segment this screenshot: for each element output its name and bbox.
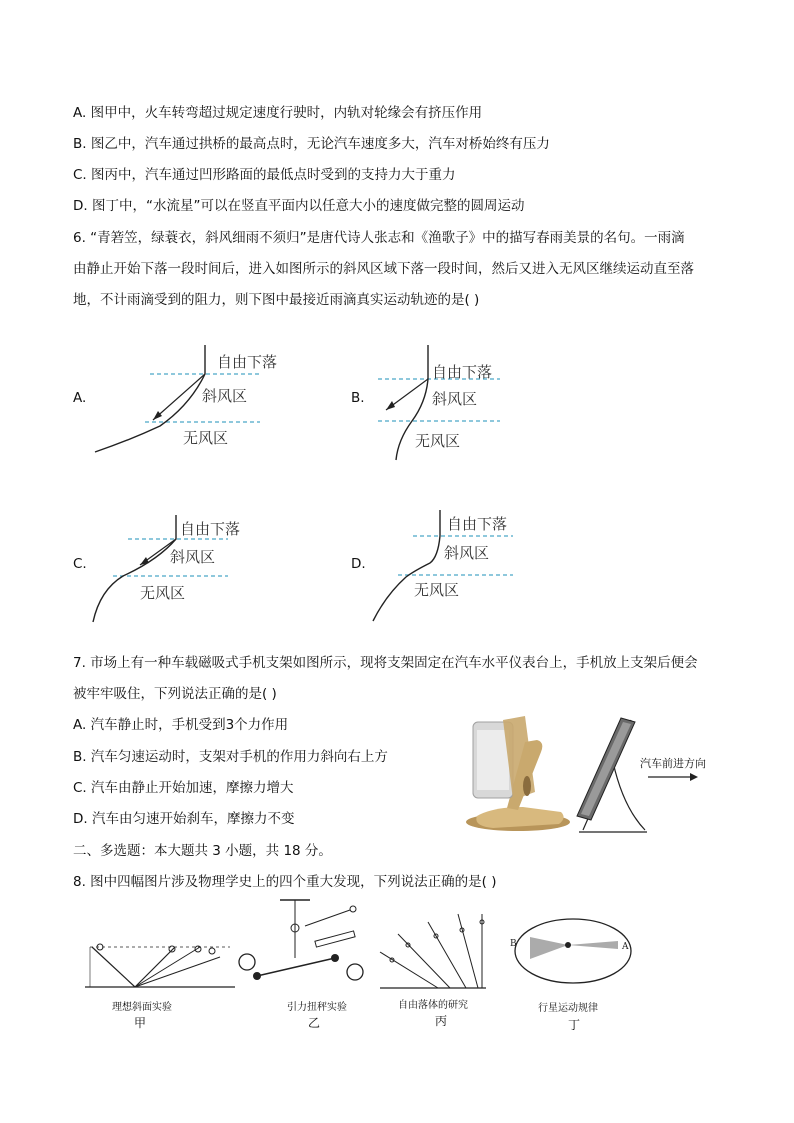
q6-option-c-label: C. (73, 556, 87, 572)
fig-jia-label: 甲 (134, 1016, 147, 1030)
q5-option-c: C. 图丙中，汽车通过凹形路面的最低点时受到的支持力大于重力 (73, 167, 456, 183)
q8-stem: 8. 图中四幅图片涉及物理学史上的四个重大发现，下列说法正确的是( ) (73, 874, 497, 890)
fig-yi-caption: 引力扭秤实验 (287, 1002, 347, 1013)
free-fall-study-figure (378, 912, 488, 992)
fig-yi-label: 乙 (308, 1016, 321, 1030)
phone-stand-side-diagram (575, 712, 655, 837)
q6-option-b-label: B. (351, 390, 365, 406)
car-forward-arrow-icon (648, 770, 700, 784)
q6-d-free-fall-label: 自由下落 (447, 515, 508, 533)
svg-text:B: B (510, 939, 517, 949)
q6-stem-line-1: 6. “青箬笠，绿蓑衣，斜风细雨不须归”是唐代诗人张志和《渔歌子》中的描写春雨美景的名句。一雨滴 (73, 230, 685, 246)
torsion-balance-figure (235, 898, 370, 993)
q6-c-wind-label: 斜风区 (170, 548, 216, 566)
q6-stem-line-2: 由静止开始下落一段时间后，进入如图所示的斜风区域下落一段时间，然后又进入无风区继续运动直至落 (73, 261, 694, 277)
q5-option-a: A. 图甲中，火车转弯超过规定速度行驶时，内轨对轮缘会有挤压作用 (73, 105, 483, 121)
ideal-inclined-plane-figure (80, 935, 240, 995)
q6-a-wind-label: 斜风区 (202, 387, 248, 405)
q6-c-no-wind-label: 无风区 (140, 584, 186, 602)
q7-stem-line-1: 7. 市场上有一种车载磁吸式手机支架如图所示，现将支架固定在汽车水平仪表台上，手机放上支架后便会 (73, 655, 698, 671)
q6-b-no-wind-label: 无风区 (415, 432, 461, 450)
planetary-motion-figure (508, 915, 638, 995)
q6-d-no-wind-label: 无风区 (414, 581, 460, 599)
q6-option-a-label: A. (73, 390, 87, 406)
q6-stem-line-3: 地，不计雨滴受到的阻力，则下图中最接近雨滴真实运动轨迹的是( ) (73, 292, 480, 308)
q6-d-wind-label: 斜风区 (444, 544, 490, 562)
q7-option-d: D. 汽车由匀速开始刹车，摩擦力不变 (73, 811, 295, 827)
car-forward-direction-label: 汽车前进方向 (640, 757, 706, 770)
q6-a-free-fall-label: 自由下落 (217, 353, 278, 371)
q5-option-b: B. 图乙中，汽车通过拱桥的最高点时，无论汽车速度多大，汽车对桥始终有压力 (73, 136, 550, 152)
fig-ding-label: 丁 (568, 1018, 581, 1032)
q7-option-a: A. 汽车静止时，手机受到3个力作用 (73, 717, 289, 733)
q6-option-d-label: D. (351, 556, 366, 572)
q7-stem-line-2: 被牢牢吸住，下列说法正确的是( ) (73, 686, 277, 702)
q5-option-d: D. 图丁中，“水流星”可以在竖直平面内以任意大小的速度做完整的圆周运动 (73, 198, 525, 214)
q6-c-free-fall-label: 自由下落 (180, 520, 241, 538)
q6-a-no-wind-label: 无风区 (183, 429, 229, 447)
q7-option-b: B. 汽车匀速运动时，支架对手机的作用力斜向右上方 (73, 749, 388, 765)
section-2-heading: 二、多选题：本大题共 3 小题，共 18 分。 (73, 843, 332, 859)
svg-text:A: A (622, 942, 629, 952)
phone-stand-photo (463, 712, 573, 832)
fig-bing-caption: 自由落体的研究 (398, 1000, 468, 1011)
fig-bing-label: 丙 (435, 1014, 448, 1028)
q6-b-wind-label: 斜风区 (432, 390, 478, 408)
q6-b-free-fall-label: 自由下落 (432, 363, 493, 381)
fig-jia-caption: 理想斜面实验 (112, 1002, 172, 1013)
q7-option-c: C. 汽车由静止开始加速，摩擦力增大 (73, 780, 294, 796)
fig-ding-caption: 行星运动规律 (538, 1003, 598, 1014)
